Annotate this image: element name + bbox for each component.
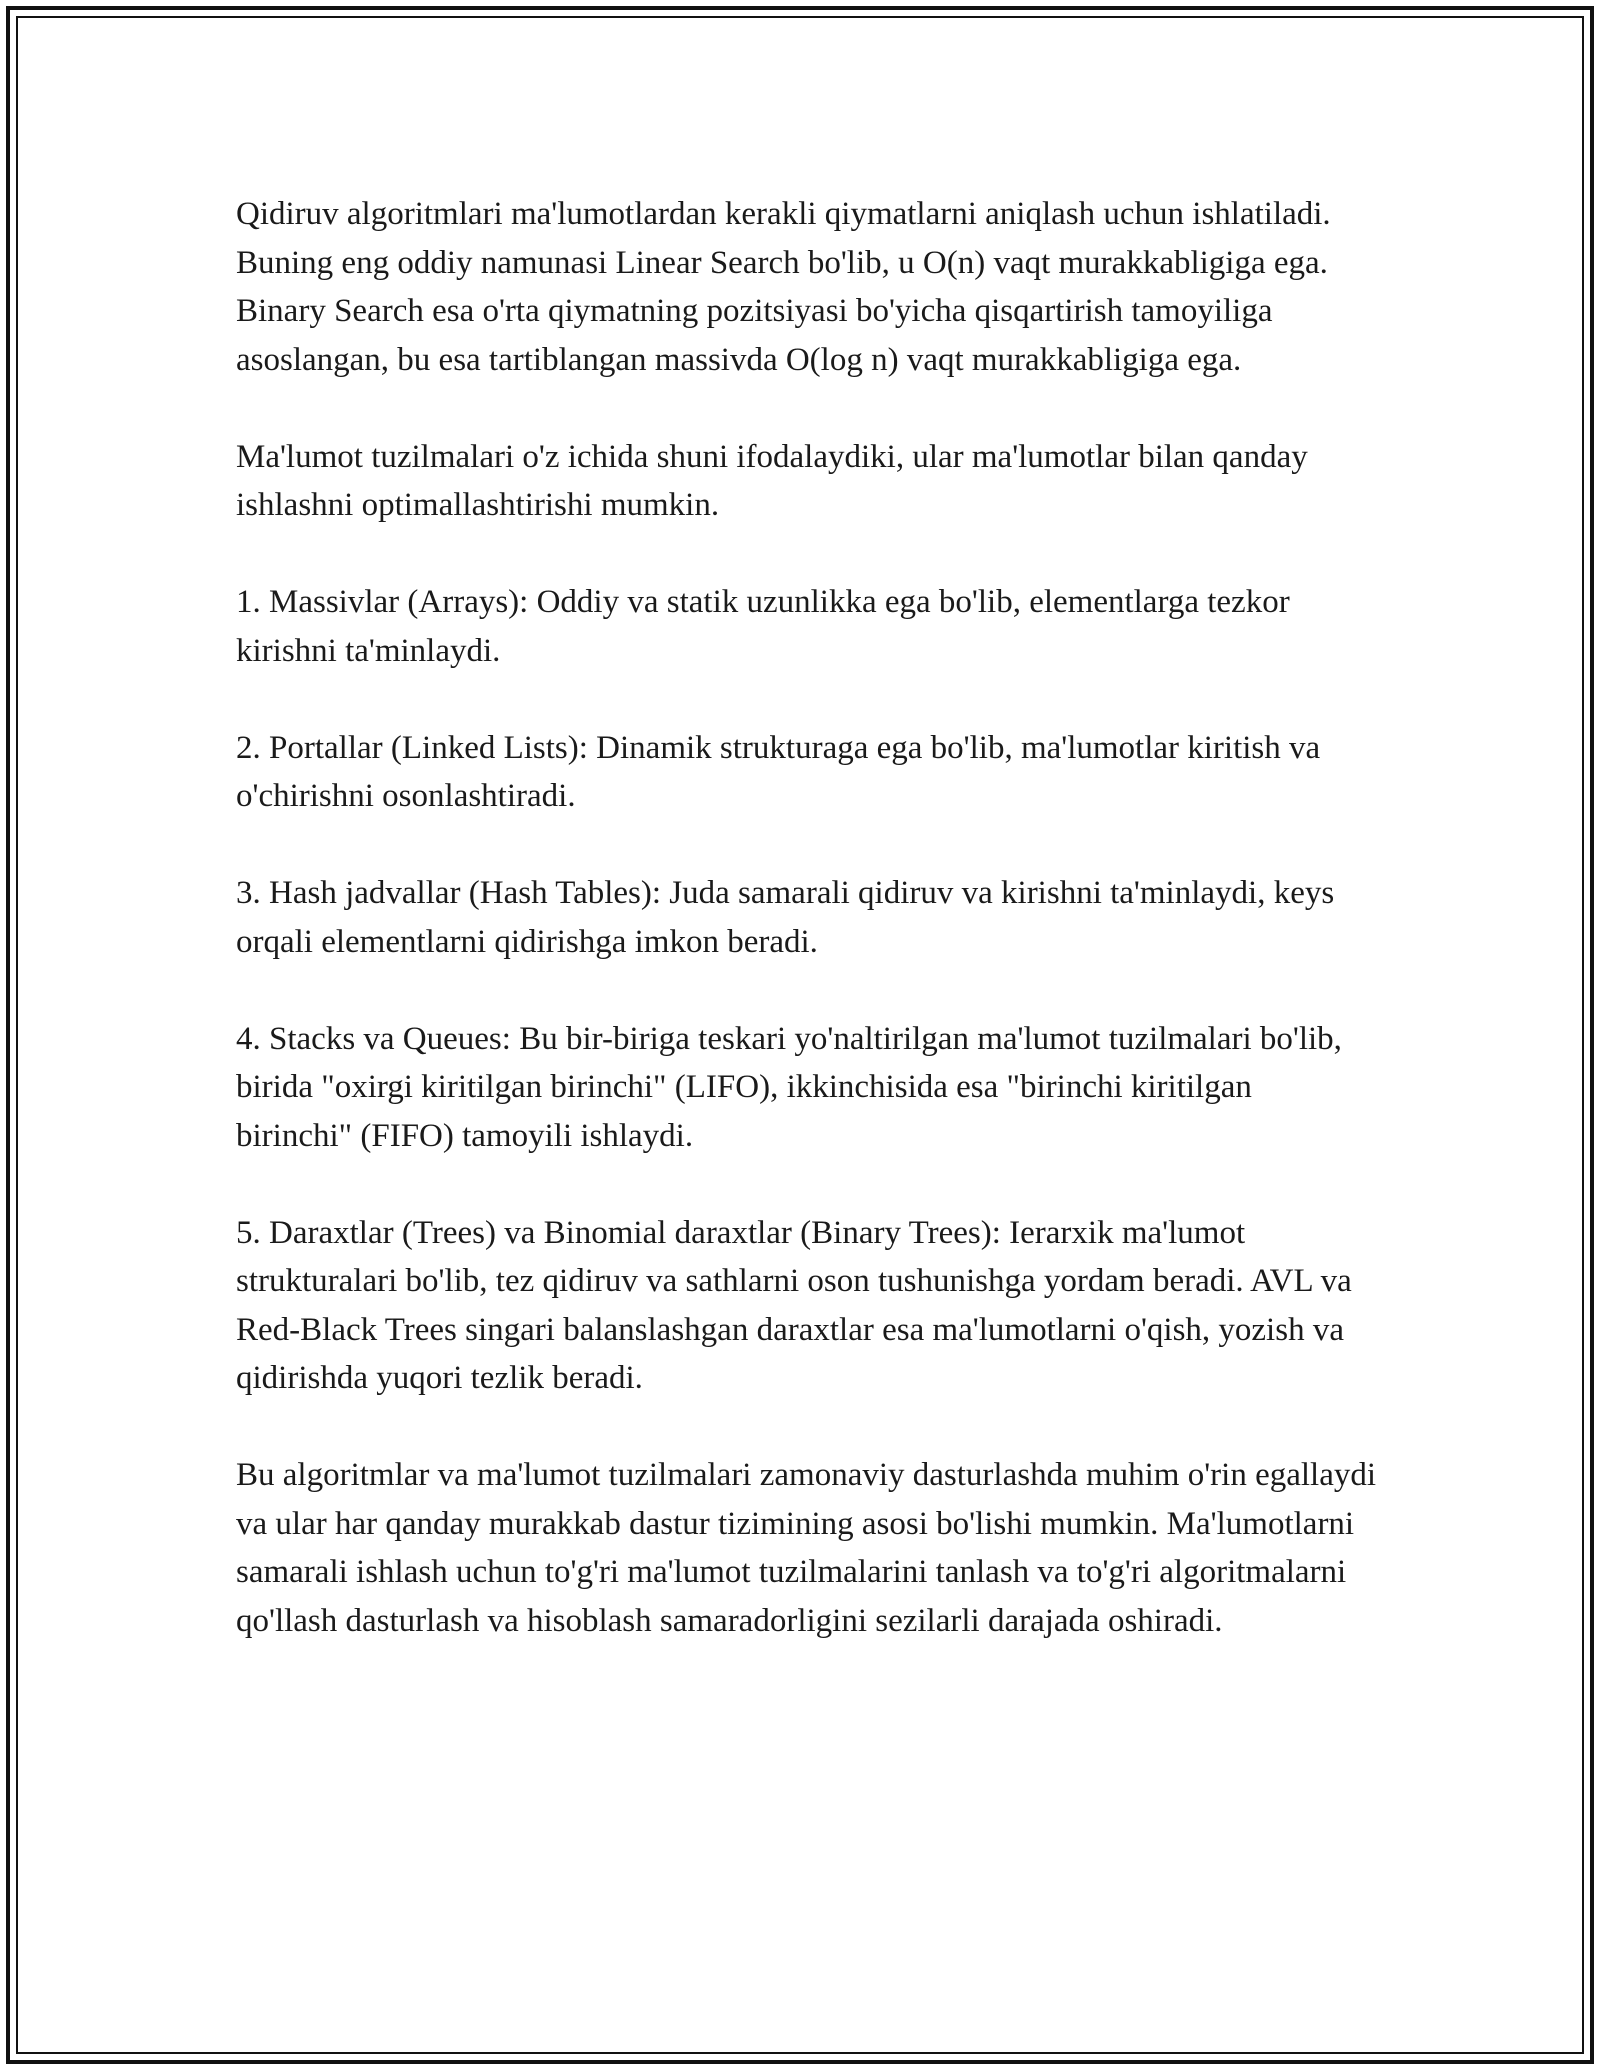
paragraph-hash-tables: 3. Hash jadvallar (Hash Tables): Juda samarali qidiruv va kirishni ta'minlaydi, keys orqali elementlarni qidirishga imkon beradi. <box>236 875 1335 960</box>
paragraph-stacks-queues: 4. Stacks va Queues: Bu bir-biriga teskari yo'naltirilgan ma'lumot tuzilmalari bo'lib, birida "oxirgi kiritilgan birinchi" (LIFO), ikkinchisida esa "birinchi kiritilgan birinchi" (FIFO) tamoyili ishlaydi. <box>236 1020 1342 1154</box>
paragraph-data-structures-intro: Ma'lumot tuzilmalari o'z ichida shuni ifodalaydiki, ular ma'lumotlar bilan qanday ishlashni optimallashtirishi mumkin. <box>236 438 1308 523</box>
paragraph-trees: 5. Daraxtlar (Trees) va Binomial daraxtlar (Binary Trees): Ierarxik ma'lumot strukturalari bo'lib, tez qidiruv va sathlarni oson tushunishga yordam beradi. AVL va Red-Black Trees singari balanslashgan daraxtlar esa ma'lumotlarni o'qish, yozish va qidirishda yuqori tezlik beradi. <box>236 1214 1352 1396</box>
paragraph-arrays: 1. Massivlar (Arrays): Oddiy va statik uzunlikka ega bo'lib, elementlarga tezkor kirishni ta'minlaydi. <box>236 584 1290 669</box>
document-body <box>236 190 1376 1694</box>
paragraph-search-algorithms: Qidiruv algoritmlari ma'lumotlardan kerakli qiymatlarni aniqlash uchun ishlatiladi. Buning eng oddiy namunasi Linear Search bo'lib, u O(n) vaqt murakkabligiga ega. Binary Search esa o'rta qiymatning pozitsiyasi bo'yicha qisqartirish tamoyiliga asoslangan, bu esa tartiblangan massivda O(log n) vaqt murakkabligiga ega. <box>236 196 1331 378</box>
paragraph-linked-lists: 2. Portallar (Linked Lists): Dinamik strukturaga ega bo'lib, ma'lumotlar kiritish va o'chirishni osonlashtiradi. <box>236 729 1321 814</box>
paragraph-conclusion: Bu algoritmlar va ma'lumot tuzilmalari zamonaviy dasturlashda muhim o'rin egallaydi va ular har qanday murakkab dastur tizimining asosi bo'lishi mumkin. Ma'lumotlarni samarali ishlash uchun to'g'ri ma'lumot tuzilmalarini tanlash va to'g'ri algoritmalarni qo'llash dasturlash va hisoblash samaradorligini sezilarli darajada oshiradi. <box>236 1457 1377 1639</box>
